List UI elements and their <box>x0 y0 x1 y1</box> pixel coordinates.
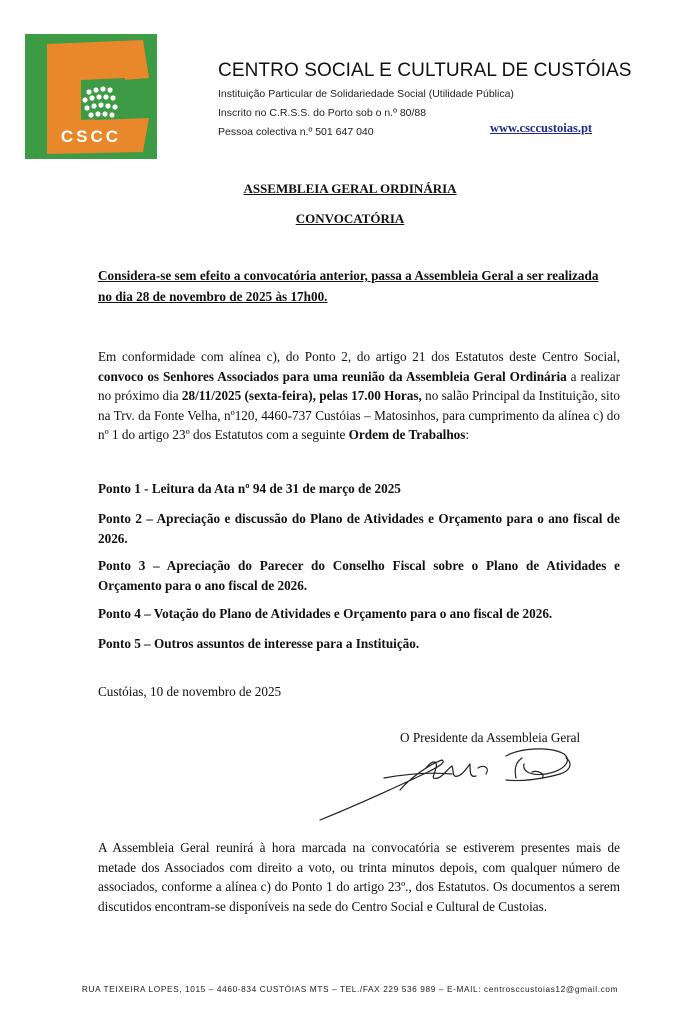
document-subtitle: CONVOCATÓRIA <box>295 211 405 226</box>
website-link[interactable]: www.csccustoias.pt <box>490 121 593 135</box>
document-title: ASSEMBLEIA GERAL ORDINÁRIA <box>243 181 457 196</box>
paragraph-text: no salão Principal da Instituição, sito na Trv. da Fonte Velha, nº120, 4460-737 Custóias – Matosinhos, para cumprimento da alínea c) do nº 1 do artigo 23º dos Estatutos com a seguinte <box>98 388 620 442</box>
org-tax-id-line: Pessoa colectiva n.º 501 647 040 <box>218 126 374 138</box>
agenda-label: Ordem de Trabalhos <box>348 427 466 442</box>
cscc-logo <box>25 34 157 159</box>
cscc-logo-graphic <box>25 34 157 159</box>
agenda-item-3: Ponto 3 – Apreciação do Parecer do Conselho Fiscal sobre o Plano de Atividades e Orçamento para o ano fiscal de 2026. <box>98 558 620 593</box>
footer-contact-info: RUA TEIXEIRA LOPES, 1015 – 4460-834 CUSTÓIAS MTS – TEL./FAX 229 536 989 – E-MAIL: centrosccustoias12@gmail.com <box>81 984 619 994</box>
convocation-paragraph <box>98 347 620 445</box>
agenda-item-2: Ponto 2 – Apreciação e discussão do Plano de Atividades e Orçamento para o ano fiscal de 2026. <box>98 511 620 546</box>
organization-name: CENTRO SOCIAL E CULTURAL DE CUSTÓIAS <box>218 60 632 81</box>
logo-text: CSCC <box>60 127 122 146</box>
notice-line-2: no dia 28 de novembro de 2025 às 17h00. <box>98 289 328 304</box>
agenda-item-4: Ponto 4 – Votação do Plano de Atividades e Orçamento para o ano fiscal de 2026. <box>98 606 553 621</box>
quorum-paragraph: A Assembleia Geral reunirá à hora marcada na convocatória se estiverem presentes mais de metade dos Associados com direito a voto, ou trinta minutos depois, com qualquer número de associados, conforme a alínea c) do Ponto 1 do artigo 23º., dos Estatutos. Os documentos a serem discutidos encontram-se disponíveis na sede do Centro Social e Cultural de Custoias. <box>98 840 620 914</box>
paragraph-text: a realizar no próximo dia <box>98 368 620 403</box>
agenda-item-1: Ponto 1 - Leitura da Ata nº 94 de 31 de março de 2025 <box>98 481 401 496</box>
org-status-line: Instituição Particular de Solidariedade Social (Utilidade Pública) <box>218 88 514 100</box>
org-registration-line: Inscrito no C.R.S.S. do Porto sob o n.º 80/88 <box>218 107 427 119</box>
place-and-date: Custóias, 10 de novembro de 2025 <box>98 684 282 699</box>
paragraph-text-bold: convoco os Senhores Associados para uma reunião da Assembleia Geral Ordinária <box>98 368 567 384</box>
notice-line-1: Considera-se sem efeito a convocatória anterior, passa a Assembleia Geral a ser realizada <box>98 268 599 283</box>
paragraph-text: Em conformidade com alínea c), do Ponto 2, do artigo 21 dos Estatutos deste Centro Social, <box>98 349 620 364</box>
agenda-item-5: Ponto 5 – Outros assuntos de interesse para a Instituição. <box>98 636 420 651</box>
handwritten-signature <box>310 738 590 828</box>
meeting-date-time: 28/11/2025 (sexta-feira), pelas 17.00 Horas, <box>181 388 422 403</box>
signatory-title: O Presidente da Assembleia Geral <box>400 730 581 745</box>
paragraph-text: : <box>465 427 470 442</box>
